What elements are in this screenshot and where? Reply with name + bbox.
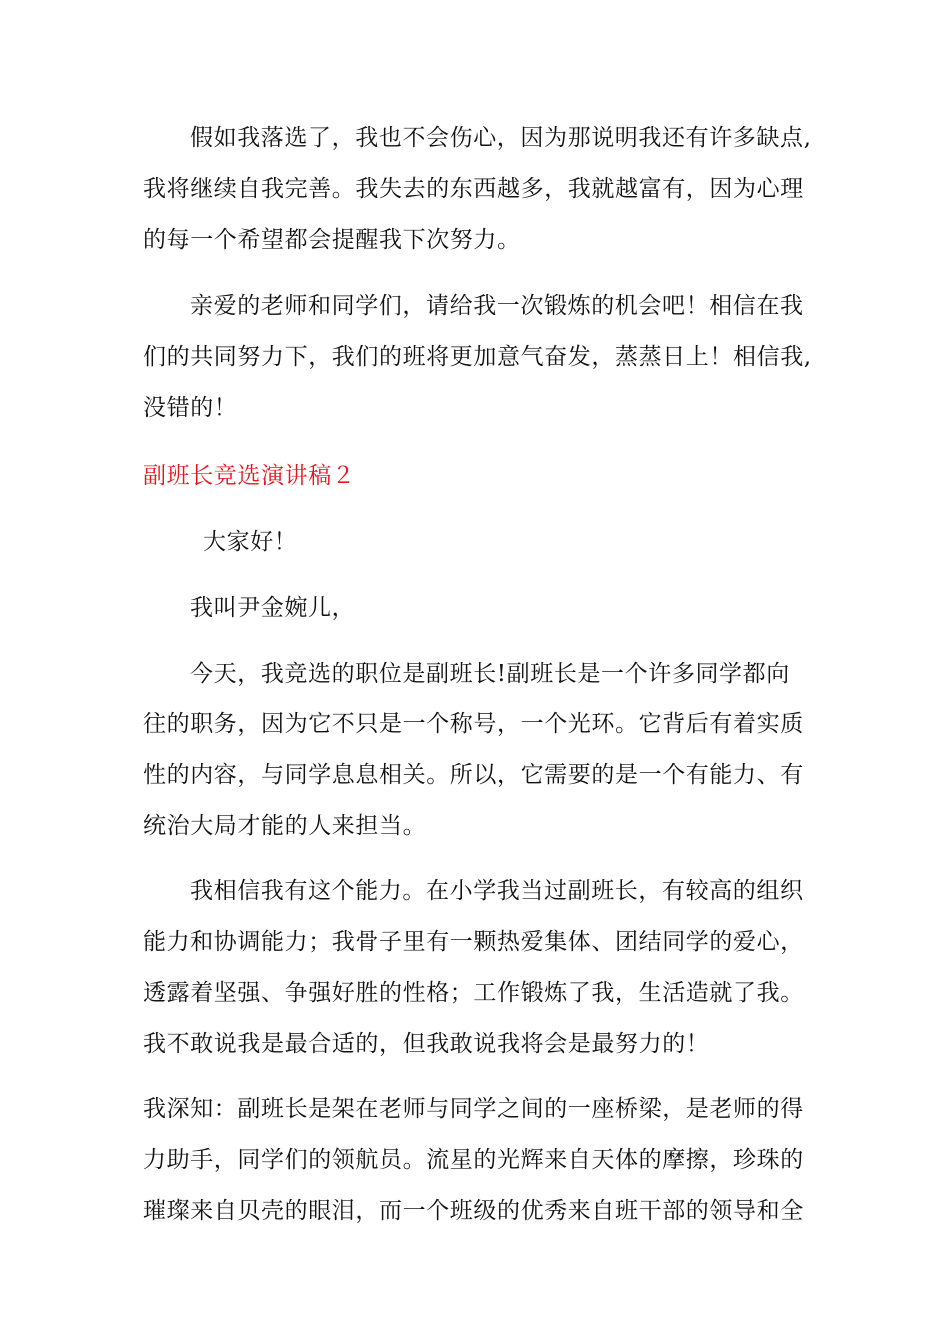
paragraph-line: 往的职务，因为它不只是一个称号，一个光环。它背后有着实质 xyxy=(143,711,804,737)
paragraph-line: 我不敢说我是最合适的，但我敢说我将会是最努力的！ xyxy=(143,1031,710,1057)
paragraph-line: 璀璨来自贝壳的眼泪，而一个班级的优秀来自班干部的领导和全 xyxy=(143,1198,804,1224)
paragraph-line: 能力和协调能力；我骨子里有一颗热爱集体、团结同学的爱心， xyxy=(143,929,804,955)
paragraph-line: 我相信我有这个能力。在小学我当过副班长，有较高的组织 xyxy=(190,878,804,904)
paragraph-line: 统治大局才能的人来担当。 xyxy=(143,813,427,839)
paragraph-line: 假如我落选了，我也不会伤心，因为那说明我还有许多缺点, xyxy=(190,125,812,151)
paragraph-line: 们的共同努力下，我们的班将更加意气奋发，蒸蒸日上！相信我, xyxy=(143,344,812,370)
paragraph-line: 性的内容，与同学息息相关。所以，它需要的是一个有能力、有 xyxy=(143,762,804,788)
greeting: 大家好！ xyxy=(203,529,298,555)
paragraph-line: 亲爱的老师和同学们，请给我一次锻炼的机会吧！相信在我 xyxy=(190,293,804,319)
intro-line: 我叫尹金婉儿， xyxy=(190,595,356,621)
paragraph-line: 透露着坚强、争强好胜的性格；工作锻炼了我，生活造就了我。 xyxy=(143,980,804,1006)
paragraph-line: 的每一个希望都会提醒我下次努力。 xyxy=(143,227,521,253)
paragraph-line: 没错的！ xyxy=(143,395,238,421)
paragraph-line: 力助手，同学们的领航员。流星的光辉来自天体的摩擦，珍珠的 xyxy=(143,1147,804,1173)
paragraph-line: 我将继续自我完善。我失去的东西越多，我就越富有，因为心理 xyxy=(143,176,804,202)
paragraph-line: 我深知：副班长是架在老师与同学之间的一座桥梁，是老师的得 xyxy=(143,1096,804,1122)
paragraph-line: 今天，我竞选的职位是副班长!副班长是一个许多同学都向 xyxy=(190,661,790,687)
section-heading: 副班长竞选演讲稿２ xyxy=(143,463,356,489)
